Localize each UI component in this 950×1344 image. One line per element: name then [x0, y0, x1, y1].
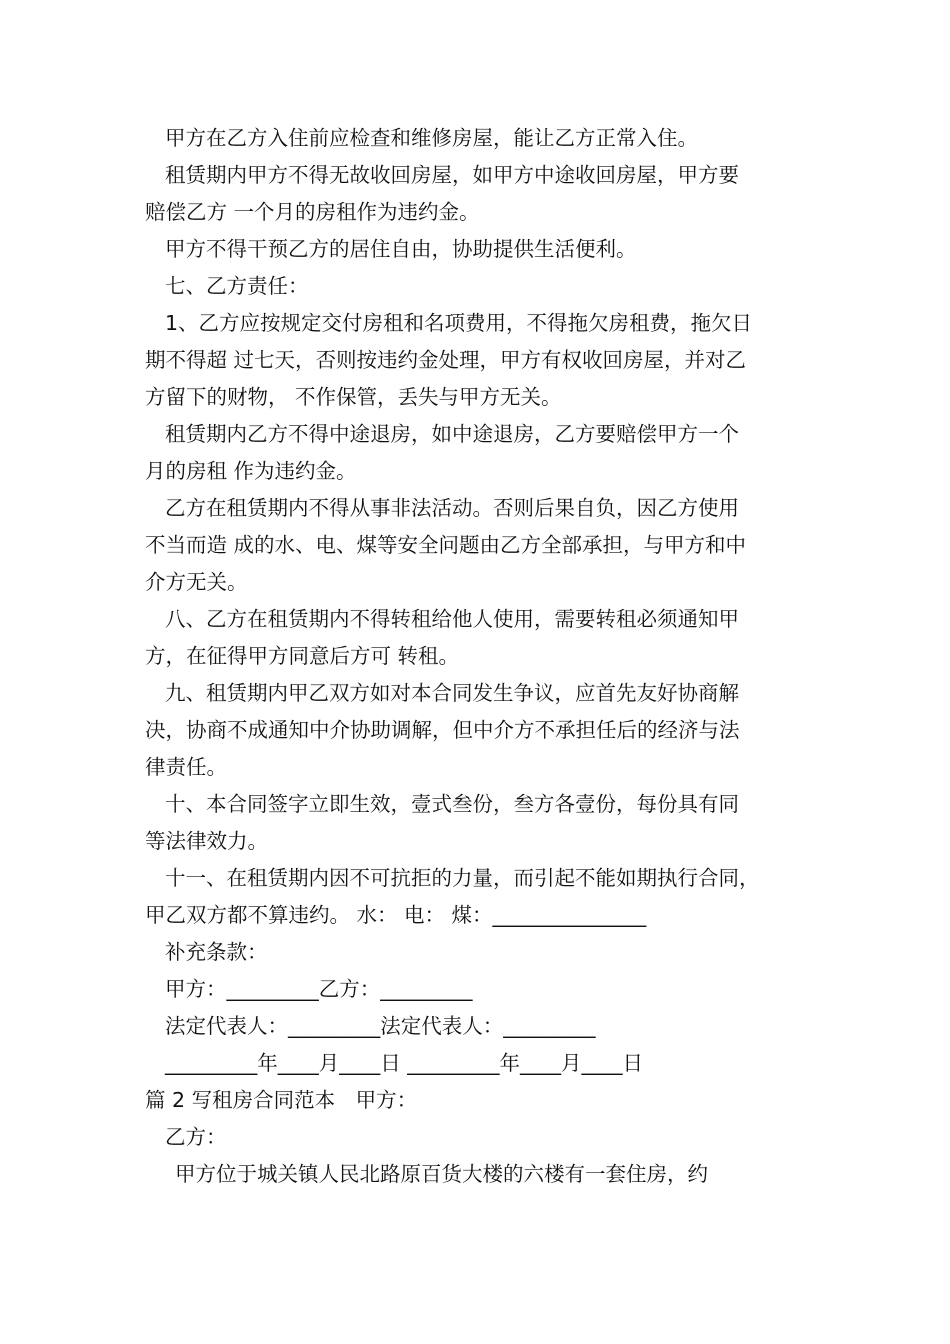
text-line-29: 甲方位于城关镇人民北路原百货大楼的六楼有一套住房，约	[175, 1162, 708, 1186]
text-line-10: 月的房租 作为违约金。	[145, 459, 357, 483]
text-line-7: 期不得超 过七天，否则按违约金处理，甲方有权收回房屋，并对乙	[145, 348, 747, 372]
signature-party-line: 甲方：_________乙方：_________	[165, 977, 473, 1001]
text-line-6: 1、乙方应按规定交付房租和名项费用，不得拖欠房租费，拖欠日	[165, 311, 753, 335]
text-line-4: 甲方不得干预乙方的居住自由，协助提供生活便利。	[165, 237, 637, 261]
text-line-11: 乙方在租赁期内不得从事非法活动。否则后果自负，因乙方使用	[165, 496, 739, 520]
document-body	[145, 120, 825, 1193]
text-line-12: 不当而造 成的水、电、煤等安全问题由乙方全部承担，与甲方和中	[145, 533, 747, 557]
text-line-16: 九、租赁期内甲乙双方如对本合同发生争议，应首先友好协商解	[165, 681, 739, 705]
text-line-3: 赔偿乙方 一个月的房租作为违约金。	[145, 200, 480, 224]
text-line-20: 等法律效力。	[145, 829, 268, 853]
text-line-14: 八、乙方在租赁期内不得转租给他人使用，需要转租必须通知甲	[165, 607, 739, 631]
text-line-15: 方，在征得甲方同意后方可 转租。	[145, 644, 460, 668]
date-line: _________年____月____日 _________年____月____日	[165, 1051, 644, 1075]
legal-representative-line: 法定代表人：_________法定代表人：_________	[165, 1014, 596, 1038]
text-line-21: 十一、在租赁期内因不可抗拒的力量，而引起不能如期执行合同，	[165, 866, 760, 890]
text-line-1: 甲方在乙方入住前应检查和维修房屋，能让乙方正常入住。	[165, 126, 698, 150]
text-line-17: 决，协商不成通知中介协助调解，但中介方不承担任后的经济与法	[145, 718, 740, 742]
supplementary-terms-label: 补充条款：	[165, 940, 268, 964]
party-b-label: 乙方：	[165, 1125, 227, 1149]
text-line-19: 十、本合同签字立即生效，壹式叁份，叁方各壹份，每份具有同	[165, 792, 739, 816]
text-line-2: 租赁期内甲方不得无故收回房屋，如甲方中途收回房屋，甲方要	[165, 163, 739, 187]
text-line-8: 方留下的财物， 不作保管，丢失与甲方无关。	[145, 385, 562, 409]
section-heading-seven: 七、乙方责任：	[165, 274, 309, 298]
text-line-13: 介方无关。	[145, 570, 248, 594]
section-title-chapter-2: 篇 2 写租房合同范本 甲方：	[145, 1088, 418, 1112]
text-line-18: 律责任。	[145, 755, 227, 779]
text-line-22: 甲乙双方都不算违约。 水： 电： 煤：_______________	[145, 903, 647, 927]
text-line-9: 租赁期内乙方不得中途退房，如中途退房，乙方要赔偿甲方一个	[165, 422, 739, 446]
